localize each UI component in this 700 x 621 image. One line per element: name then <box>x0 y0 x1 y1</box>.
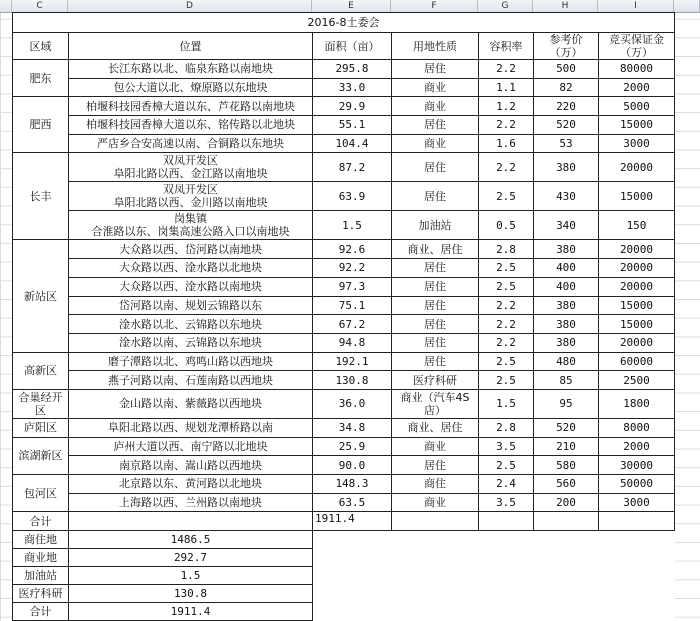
empty-cell[interactable] <box>599 549 675 567</box>
table-row <box>13 182 675 211</box>
location-cell[interactable]: 双凤开发区 阜阳北路以西、金江路以南地块 <box>69 153 313 182</box>
price-cell[interactable]: 340 <box>534 211 599 240</box>
empty-cell[interactable] <box>313 567 392 585</box>
summary-label[interactable]: 商业地 <box>13 549 69 567</box>
table-row <box>13 437 675 456</box>
far-cell[interactable]: 1.2 <box>479 97 534 116</box>
location-cell[interactable]: 双凤开发区 阜阳北路以西、金川路以南地块 <box>69 182 313 211</box>
total-use-empty[interactable] <box>392 512 479 531</box>
deposit-cell[interactable]: 20000 <box>599 333 675 352</box>
area-cell[interactable]: 130.8 <box>313 371 392 390</box>
table-row <box>13 134 675 153</box>
empty-cell[interactable] <box>479 549 534 567</box>
empty-cell[interactable] <box>313 585 392 603</box>
area-cell[interactable]: 55.1 <box>313 116 392 135</box>
summary-value[interactable]: 130.8 <box>69 585 313 603</box>
location-cell[interactable]: 岗集镇 合淮路以东、岗集高速公路入口以南地块 <box>69 211 313 240</box>
far-cell[interactable]: 0.5 <box>479 211 534 240</box>
location-cell[interactable]: 岱河路以南、规划云锦路以东 <box>69 296 313 315</box>
summary-row <box>13 585 675 603</box>
area-cell[interactable]: 33.0 <box>313 78 392 97</box>
deposit-cell[interactable]: 20000 <box>599 259 675 278</box>
far-cell[interactable]: 2.2 <box>479 315 534 334</box>
location-cell[interactable]: 北京路以东、黄河路以北地块 <box>69 475 313 494</box>
price-cell[interactable]: 520 <box>534 116 599 135</box>
table-row <box>13 116 675 135</box>
empty-cell[interactable] <box>534 549 599 567</box>
summary-value[interactable]: 1.5 <box>69 567 313 585</box>
empty-cell[interactable] <box>313 603 392 621</box>
empty-cell[interactable] <box>534 567 599 585</box>
use-cell[interactable]: 居住 <box>392 259 479 278</box>
area-cell[interactable]: 34.8 <box>313 418 392 437</box>
price-cell[interactable]: 430 <box>534 182 599 211</box>
location-cell[interactable]: 严店乡合安高速以南、合铜路以东地块 <box>69 134 313 153</box>
use-cell[interactable]: 加油站 <box>392 211 479 240</box>
column-header-e[interactable]: E <box>312 0 391 12</box>
area-cell[interactable]: 87.2 <box>313 153 392 182</box>
use-cell[interactable]: 居住 <box>392 296 479 315</box>
empty-cell[interactable] <box>534 603 599 621</box>
price-cell[interactable]: 380 <box>534 153 599 182</box>
column-header-d[interactable]: D <box>68 0 312 12</box>
far-cell[interactable]: 2.8 <box>479 240 534 259</box>
total-deposit-empty[interactable] <box>599 512 675 531</box>
area-cell[interactable]: 75.1 <box>313 296 392 315</box>
table-row <box>13 493 675 512</box>
far-cell[interactable]: 2.5 <box>479 182 534 211</box>
area-cell[interactable]: 36.0 <box>313 389 392 418</box>
region-cell[interactable]: 肥西 <box>13 97 69 153</box>
location-cell[interactable]: 阜阳北路以西、规划龙潭桥路以南 <box>69 418 313 437</box>
far-cell[interactable]: 1.1 <box>479 78 534 97</box>
deposit-cell[interactable]: 15000 <box>599 315 675 334</box>
total-far-empty[interactable] <box>479 512 534 531</box>
table-row <box>13 418 675 437</box>
price-cell[interactable]: 380 <box>534 333 599 352</box>
location-cell[interactable]: 大众路以西、淦水路以南地块 <box>69 277 313 296</box>
empty-cell[interactable] <box>392 531 479 549</box>
far-cell[interactable]: 2.5 <box>479 352 534 371</box>
use-cell[interactable]: 居住 <box>392 352 479 371</box>
region-cell[interactable]: 包河区 <box>13 475 69 512</box>
deposit-cell[interactable]: 30000 <box>599 456 675 475</box>
use-cell[interactable]: 医疗科研 <box>392 371 479 390</box>
sheet-title[interactable]: 2016-8土委会 <box>13 13 675 33</box>
far-cell[interactable]: 2.5 <box>479 277 534 296</box>
region-cell[interactable]: 庐阳区 <box>13 418 69 437</box>
price-cell[interactable]: 82 <box>534 78 599 97</box>
price-cell[interactable]: 95 <box>534 389 599 418</box>
region-cell[interactable]: 新站区 <box>13 240 69 352</box>
summary-value[interactable]: 1911.4 <box>69 603 313 621</box>
location-cell[interactable]: 大众路以西、岱河路以南地块 <box>69 240 313 259</box>
location-cell[interactable]: 金山路以南、紫薇路以西地块 <box>69 389 313 418</box>
price-cell[interactable]: 500 <box>534 60 599 79</box>
use-cell[interactable]: 居住 <box>392 315 479 334</box>
price-cell[interactable]: 85 <box>534 371 599 390</box>
area-cell[interactable]: 25.9 <box>313 437 392 456</box>
location-cell[interactable]: 包公大道以北、燎原路以东地块 <box>69 78 313 97</box>
use-cell[interactable]: 商住 <box>392 475 479 494</box>
area-cell[interactable]: 104.4 <box>313 134 392 153</box>
use-cell[interactable]: 居住 <box>392 153 479 182</box>
deposit-cell[interactable]: 1800 <box>599 389 675 418</box>
column-header-h[interactable]: H <box>533 0 598 12</box>
area-cell[interactable]: 1.5 <box>313 211 392 240</box>
table-row <box>13 259 675 278</box>
far-cell[interactable]: 2.2 <box>479 153 534 182</box>
header-far[interactable]: 容积率 <box>479 33 534 60</box>
deposit-cell[interactable]: 20000 <box>599 240 675 259</box>
use-cell[interactable]: 商业 <box>392 437 479 456</box>
price-cell[interactable]: 560 <box>534 475 599 494</box>
far-cell[interactable]: 2.5 <box>479 371 534 390</box>
area-cell[interactable]: 90.0 <box>313 456 392 475</box>
use-cell[interactable]: 居住 <box>392 456 479 475</box>
summary-value[interactable]: 1486.5 <box>69 531 313 549</box>
use-cell[interactable]: 商业、居住 <box>392 240 479 259</box>
region-cell[interactable]: 滨湖新区 <box>13 437 69 474</box>
far-cell[interactable]: 1.5 <box>479 389 534 418</box>
table-row <box>13 211 675 240</box>
location-cell[interactable]: 庐州大道以西、南宁路以北地块 <box>69 437 313 456</box>
location-cell[interactable]: 大众路以西、淦水路以北地块 <box>69 259 313 278</box>
column-header-f[interactable]: F <box>391 0 478 12</box>
column-header-b[interactable] <box>0 0 12 12</box>
deposit-cell[interactable]: 3000 <box>599 493 675 512</box>
summary-label[interactable]: 商住地 <box>13 531 69 549</box>
area-cell[interactable]: 67.2 <box>313 315 392 334</box>
use-cell[interactable]: 居住 <box>392 277 479 296</box>
header-row <box>13 33 675 60</box>
location-cell[interactable]: 柏堰科技园香樟大道以东、铭传路以北地块 <box>69 116 313 135</box>
location-cell[interactable]: 上海路以西、兰州路以南地块 <box>69 493 313 512</box>
use-cell[interactable]: 商业 <box>392 134 479 153</box>
total-row <box>13 512 675 531</box>
area-cell[interactable]: 97.3 <box>313 277 392 296</box>
table-row <box>13 240 675 259</box>
summary-row <box>13 549 675 567</box>
column-header-g[interactable]: G <box>478 0 533 12</box>
column-header-j[interactable] <box>674 0 700 12</box>
empty-cell[interactable] <box>599 585 675 603</box>
use-cell[interactable]: 居住 <box>392 60 479 79</box>
empty-cell[interactable] <box>313 531 392 549</box>
table-row <box>13 277 675 296</box>
header-deposit[interactable]: 竞买保证金 （万） <box>599 33 675 60</box>
use-cell[interactable]: 居住 <box>392 116 479 135</box>
area-cell[interactable]: 29.9 <box>313 97 392 116</box>
price-cell[interactable]: 53 <box>534 134 599 153</box>
header-use[interactable]: 用地性质 <box>392 33 479 60</box>
table-row <box>13 60 675 79</box>
location-cell[interactable]: 南京路以南、嵩山路以西地块 <box>69 456 313 475</box>
header-area[interactable]: 面积（亩） <box>313 33 392 60</box>
use-cell[interactable]: 商业（汽车4S 店） <box>392 389 479 418</box>
table-row <box>13 97 675 116</box>
price-cell[interactable]: 520 <box>534 418 599 437</box>
price-cell[interactable]: 580 <box>534 456 599 475</box>
table-row <box>13 456 675 475</box>
region-cell[interactable]: 长丰 <box>13 153 69 240</box>
empty-cell[interactable] <box>479 603 534 621</box>
deposit-cell[interactable]: 15000 <box>599 116 675 135</box>
location-cell[interactable]: 燕子河路以南、石莲南路以西地块 <box>69 371 313 390</box>
area-cell[interactable]: 92.6 <box>313 240 392 259</box>
area-cell[interactable]: 63.9 <box>313 182 392 211</box>
empty-cell[interactable] <box>392 585 479 603</box>
table-row <box>13 78 675 97</box>
location-cell[interactable]: 柏堰科技园香樟大道以东、芦花路以南地块 <box>69 97 313 116</box>
total-price-empty[interactable] <box>534 512 599 531</box>
table-row <box>13 475 675 494</box>
empty-cell[interactable] <box>392 603 479 621</box>
header-location[interactable]: 位置 <box>69 33 313 60</box>
total-label[interactable]: 合计 <box>13 512 69 531</box>
deposit-cell[interactable]: 20000 <box>599 153 675 182</box>
summary-label[interactable]: 加油站 <box>13 567 69 585</box>
table-row <box>13 296 675 315</box>
price-cell[interactable]: 400 <box>534 277 599 296</box>
deposit-cell[interactable]: 80000 <box>599 60 675 79</box>
region-cell[interactable]: 肥东 <box>13 60 69 97</box>
summary-row <box>13 603 675 621</box>
empty-cell[interactable] <box>534 531 599 549</box>
deposit-cell[interactable]: 5000 <box>599 97 675 116</box>
deposit-cell[interactable]: 60000 <box>599 352 675 371</box>
empty-cell[interactable] <box>479 531 534 549</box>
far-cell[interactable]: 3.5 <box>479 437 534 456</box>
table-row <box>13 389 675 418</box>
table-row <box>13 333 675 352</box>
far-cell[interactable]: 3.5 <box>479 493 534 512</box>
region-cell[interactable]: 高新区 <box>13 352 69 389</box>
deposit-cell[interactable]: 15000 <box>599 296 675 315</box>
far-cell[interactable]: 2.5 <box>479 259 534 278</box>
empty-cell[interactable] <box>392 549 479 567</box>
location-cell[interactable]: 长江东路以北、临泉东路以南地块 <box>69 60 313 79</box>
region-cell[interactable]: 合巢经开 区 <box>13 389 69 418</box>
deposit-cell[interactable]: 2000 <box>599 437 675 456</box>
header-price[interactable]: 参考价 （万） <box>534 33 599 60</box>
summary-row <box>13 531 675 549</box>
far-cell[interactable]: 2.2 <box>479 60 534 79</box>
far-cell[interactable]: 1.6 <box>479 134 534 153</box>
deposit-cell[interactable]: 150 <box>599 211 675 240</box>
use-cell[interactable]: 商业、居住 <box>392 418 479 437</box>
far-cell[interactable]: 2.2 <box>479 296 534 315</box>
deposit-cell[interactable]: 15000 <box>599 182 675 211</box>
empty-cell[interactable] <box>392 567 479 585</box>
location-cell[interactable]: 淦水路以北、云锦路以东地块 <box>69 315 313 334</box>
column-header-i[interactable]: I <box>598 0 674 12</box>
empty-cell[interactable] <box>479 585 534 603</box>
price-cell[interactable]: 380 <box>534 240 599 259</box>
area-cell[interactable]: 192.1 <box>313 352 392 371</box>
price-cell[interactable]: 400 <box>534 259 599 278</box>
far-cell[interactable]: 2.2 <box>479 116 534 135</box>
far-cell[interactable]: 2.5 <box>479 456 534 475</box>
summary-label[interactable]: 医疗科研 <box>13 585 69 603</box>
header-region[interactable]: 区域 <box>13 33 69 60</box>
price-cell[interactable]: 200 <box>534 493 599 512</box>
empty-cell[interactable] <box>599 567 675 585</box>
table-row <box>13 371 675 390</box>
total-area[interactable]: 1911.4 <box>313 512 392 531</box>
use-cell[interactable]: 商业 <box>392 493 479 512</box>
empty-cell[interactable] <box>534 585 599 603</box>
empty-cell[interactable] <box>313 549 392 567</box>
summary-row <box>13 567 675 585</box>
table-row <box>13 315 675 334</box>
use-cell[interactable]: 商业 <box>392 78 479 97</box>
table-row <box>13 153 675 182</box>
area-cell[interactable]: 94.8 <box>313 333 392 352</box>
far-cell[interactable]: 2.4 <box>479 475 534 494</box>
deposit-cell[interactable]: 2500 <box>599 371 675 390</box>
area-cell[interactable]: 295.8 <box>313 60 392 79</box>
land-auction-table <box>12 12 675 621</box>
price-cell[interactable]: 220 <box>534 97 599 116</box>
deposit-cell[interactable]: 20000 <box>599 277 675 296</box>
price-cell[interactable]: 210 <box>534 437 599 456</box>
area-cell[interactable]: 92.2 <box>313 259 392 278</box>
total-location-empty[interactable] <box>69 512 313 531</box>
far-cell[interactable]: 2.2 <box>479 333 534 352</box>
column-header-c[interactable]: C <box>12 0 68 12</box>
deposit-cell[interactable]: 3000 <box>599 134 675 153</box>
far-cell[interactable]: 2.8 <box>479 418 534 437</box>
location-cell[interactable]: 淦水路以南、云锦路以东地块 <box>69 333 313 352</box>
area-cell[interactable]: 63.5 <box>313 493 392 512</box>
use-cell[interactable]: 居住 <box>392 182 479 211</box>
empty-cell[interactable] <box>599 603 675 621</box>
deposit-cell[interactable]: 2000 <box>599 78 675 97</box>
empty-cell[interactable] <box>599 531 675 549</box>
deposit-cell[interactable]: 50000 <box>599 475 675 494</box>
use-cell[interactable]: 商业 <box>392 97 479 116</box>
empty-cell[interactable] <box>479 567 534 585</box>
price-cell[interactable]: 480 <box>534 352 599 371</box>
summary-value[interactable]: 292.7 <box>69 549 313 567</box>
price-cell[interactable]: 380 <box>534 296 599 315</box>
deposit-cell[interactable]: 8000 <box>599 418 675 437</box>
table-row <box>13 352 675 371</box>
summary-label[interactable]: 合计 <box>13 603 69 621</box>
area-cell[interactable]: 148.3 <box>313 475 392 494</box>
use-cell[interactable]: 居住 <box>392 333 479 352</box>
price-cell[interactable]: 380 <box>534 315 599 334</box>
location-cell[interactable]: 磨子潭路以北、鸡鸣山路以西地块 <box>69 352 313 371</box>
